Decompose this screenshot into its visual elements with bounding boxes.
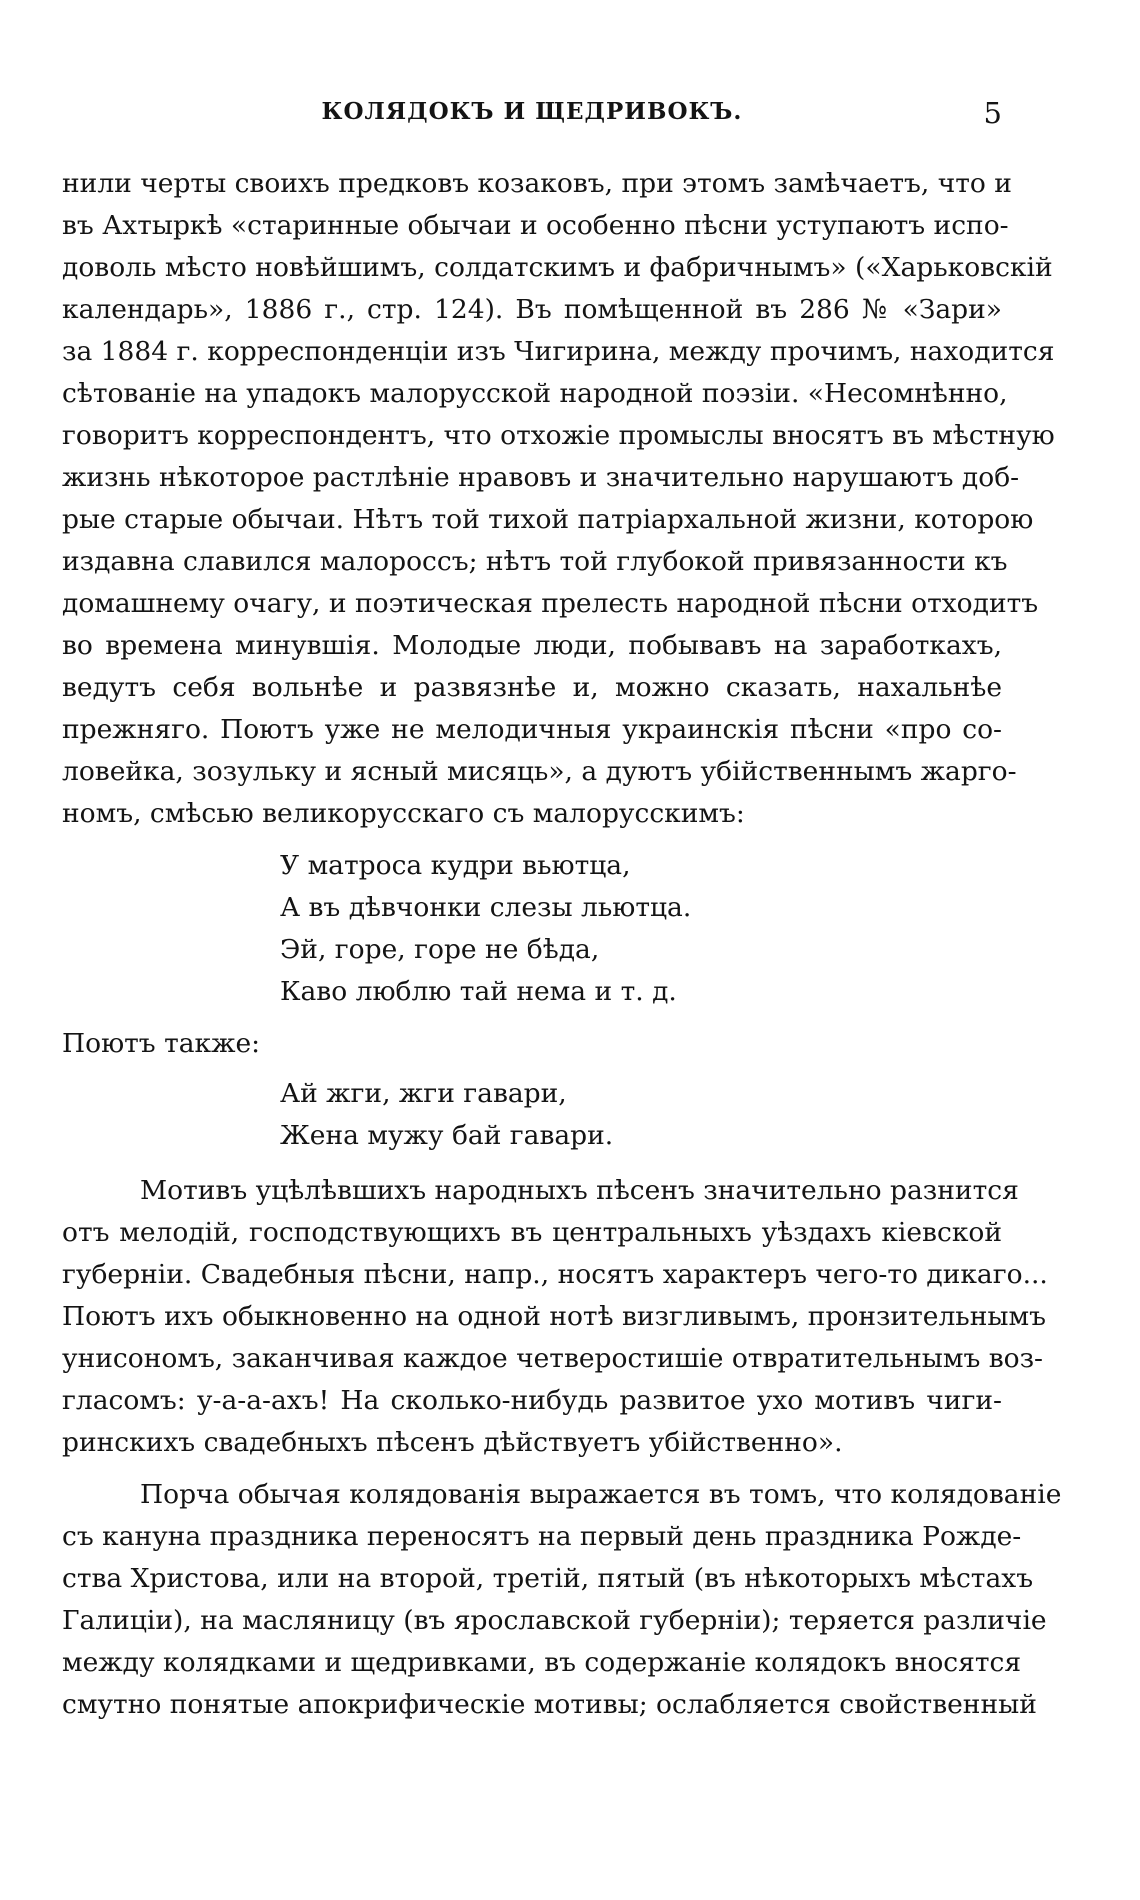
page-number: 5 bbox=[983, 96, 1002, 130]
text-line: ловейка, зозульку и ясный мисяць», а дуютъ убійственнымъ жарго- bbox=[62, 756, 1017, 787]
text-line: Порча обычая колядованія выражается въ томъ, что колядованіе bbox=[140, 1479, 1062, 1510]
running-title: КОЛЯДОКЪ И ЩЕДРИВОКЪ. bbox=[321, 98, 743, 125]
text-line: Мотивъ уцѣлѣвшихъ народныхъ пѣсенъ значительно разнится bbox=[140, 1175, 1019, 1206]
page-header bbox=[62, 98, 1002, 138]
text-line: во времена минувшія. Молодые люди, побывавъ на заработкахъ, bbox=[62, 630, 1002, 661]
verse-line: Каво люблю тай нема и т. д. bbox=[280, 976, 677, 1007]
text-line: издавна славился малороссъ; нѣтъ той глубокой привязанности къ bbox=[62, 546, 1008, 577]
text-line: за 1884 г. корреспонденціи изъ Чигирина, между прочимъ, находится bbox=[62, 336, 1055, 367]
verse-line: Эй, горе, горе не бѣда, bbox=[280, 934, 600, 965]
text-line: Поютъ ихъ обыкновенно на одной нотѣ визгливымъ, пронзительнымъ bbox=[62, 1301, 1046, 1332]
text-line: отъ мелодій, господствующихъ въ центральныхъ уѣздахъ кіевской bbox=[62, 1217, 1002, 1248]
text-line: гласомъ: у-а-а-ахъ! На сколько-нибудь развитое ухо мотивъ чиги- bbox=[62, 1385, 1002, 1416]
text-line: номъ, смѣсью великорусскаго съ малорусскимъ: bbox=[62, 798, 745, 829]
text-line: съ кануна праздника переносятъ на первый день праздника Рожде- bbox=[62, 1521, 1022, 1552]
text-line: рые старые обычаи. Нѣтъ той тихой патріархальной жизни, которою bbox=[62, 504, 1034, 535]
also-sing-label: Поютъ также: bbox=[62, 1028, 261, 1059]
text-line: между колядками и щедривками, въ содержаніе колядокъ вносятся bbox=[62, 1647, 1022, 1678]
text-line: прежняго. Поютъ уже не мелодичныя украинскія пѣсни «про со- bbox=[62, 714, 1002, 745]
text-line: жизнь нѣкоторое растлѣніе нравовъ и значительно нарушаютъ доб- bbox=[62, 462, 1020, 493]
text-line: домашнему очагу, и поэтическая прелесть народной пѣсни отходитъ bbox=[62, 588, 1039, 619]
verse-line: Ай жги, жги гавари, bbox=[280, 1078, 567, 1109]
text-line: унисономъ, заканчивая каждое четверостишіе отвратительнымъ воз- bbox=[62, 1343, 1044, 1374]
text-line: ства Христова, или на второй, третій, пятый (въ нѣкоторыхъ мѣстахъ bbox=[62, 1563, 1034, 1594]
text-line: смутно понятые апокрифическіе мотивы; ослабляется свойственный bbox=[62, 1689, 1037, 1720]
verse-line: А въ дѣвчонки слезы льютца. bbox=[280, 892, 692, 923]
text-line: нили черты своихъ предковъ козаковъ, при этомъ замѣчаетъ, что и bbox=[62, 168, 1012, 199]
text-line: Галиціи), на масляницу (въ ярославской губерніи); теряется различіе bbox=[62, 1605, 1047, 1636]
text-line: доволь мѣсто новѣйшимъ, солдатскимъ и фабричнымъ» («Харьковскій bbox=[62, 252, 1053, 283]
text-line: ринскихъ свадебныхъ пѣсенъ дѣйствуетъ убійственно». bbox=[62, 1427, 843, 1458]
text-line: ведутъ себя вольнѣе и развязнѣе и, можно сказать, нахальнѣе bbox=[62, 672, 1002, 703]
text-line: въ Ахтыркѣ «старинные обычаи и особенно пѣсни уступаютъ испо- bbox=[62, 210, 1009, 241]
verse-line: Жена мужу бай гавари. bbox=[280, 1120, 614, 1151]
text-line: губерніи. Свадебныя пѣсни, напр., носятъ характеръ чего-то дикаго... bbox=[62, 1259, 1048, 1290]
text-line: календарь», 1886 г., стр. 124). Въ помѣщенной въ 286 № «Зари» bbox=[62, 294, 1002, 325]
verse-line: У матроса кудри вьютца, bbox=[280, 850, 631, 881]
text-line: сѣтованіе на упадокъ малорусской народной поэзіи. «Несомнѣнно, bbox=[62, 378, 1008, 409]
text-line: говоритъ корреспондентъ, что отхожіе промыслы вносятъ въ мѣстную bbox=[62, 420, 1055, 451]
